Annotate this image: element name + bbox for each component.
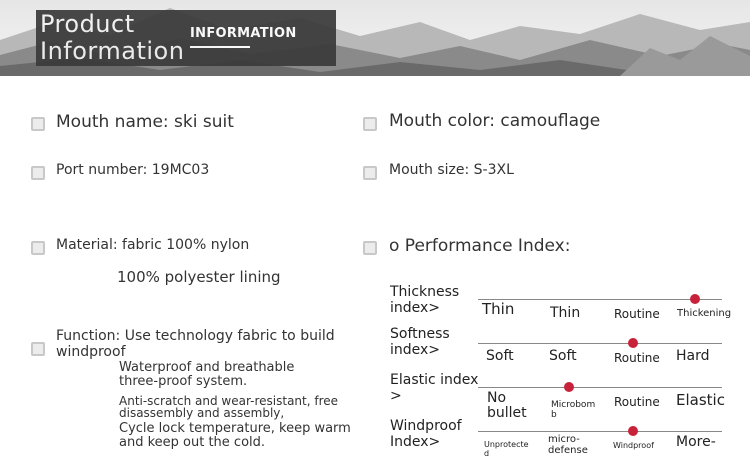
checkbox-icon: [31, 241, 45, 255]
thickness-index-label: [390, 284, 459, 316]
spec-function-line1: Function: Use technology fabric to build: [56, 328, 335, 344]
elastic-level: [487, 392, 527, 419]
row-label-line1: Windproof: [390, 418, 462, 434]
spec-function-line3: Waterproof and breathable: [119, 360, 295, 375]
elastic-index-label: [390, 372, 478, 404]
spec-function-line6: disassembly and assembly,: [119, 406, 285, 420]
checkbox-icon: [31, 342, 45, 356]
spec-function-line8: and keep out the cold.: [119, 435, 266, 450]
windproof-index-label: [390, 418, 462, 450]
level-line2: b: [551, 410, 557, 420]
banner-title-box: [36, 10, 336, 66]
windproof-level: [613, 440, 654, 452]
row-label-line2: Index>: [390, 434, 441, 450]
header-banner: [0, 0, 750, 76]
level-line1: More-: [676, 434, 716, 450]
thickness-indicator-dot: [690, 294, 700, 304]
softness-level: Soft: [486, 348, 514, 364]
level-line2: d: [484, 449, 490, 458]
banner-tag-underline: [190, 46, 250, 48]
thickness-level: Thin: [482, 300, 515, 318]
spec-mouth-name: Mouth name: ski suit: [56, 112, 234, 132]
spec-function-line4: three-proof system.: [119, 374, 248, 389]
spec-function-line5: Anti-scratch and wear-resistant, free: [119, 394, 339, 408]
level-line1: Windproof: [613, 441, 654, 450]
thickness-level: Thin: [550, 305, 581, 321]
row-label-line2: index>: [390, 342, 441, 358]
thickness-scale-line: [478, 299, 722, 300]
spec-mouth-color: Mouth color: camouflage: [389, 111, 601, 131]
windproof-scale-line: [478, 431, 722, 432]
spec-material-line2: 100% polyester lining: [117, 268, 281, 286]
banner-title-line1: Product: [40, 10, 135, 38]
level-line2: bullet: [487, 405, 527, 421]
softness-level: Routine: [614, 351, 660, 365]
windproof-indicator-dot: [628, 426, 638, 436]
row-label-line1: Softness: [390, 326, 450, 342]
checkbox-icon: [31, 117, 45, 131]
level-line1: Unprotecte: [484, 440, 529, 449]
checkbox-icon: [31, 166, 45, 180]
checkbox-icon: [363, 241, 377, 255]
spec-port-number: Port number: 19MC03: [56, 162, 210, 178]
windproof-level: [676, 436, 716, 448]
softness-level: Soft: [549, 348, 577, 364]
spec-function-line7: Cycle lock temperature, keep warm: [119, 421, 351, 436]
softness-index-label: [390, 326, 450, 358]
row-label-line2: index>: [390, 300, 441, 316]
spec-function-line2: windproof: [56, 344, 126, 360]
thickness-level: Routine: [614, 307, 660, 321]
softness-level: Hard: [676, 348, 710, 364]
banner-tag: INFORMATION: [190, 26, 297, 41]
row-label-line2: >: [390, 388, 402, 404]
row-label-line1: Thickness: [390, 284, 460, 300]
banner-title-line2: Information: [40, 37, 185, 65]
windproof-level: [484, 440, 529, 458]
elastic-level: [551, 400, 595, 420]
level-line1: micro-: [548, 434, 580, 445]
spec-mouth-size: Mouth size: S-3XL: [389, 162, 514, 178]
elastic-indicator-dot: [564, 382, 574, 392]
spec-material-line1: Material: fabric 100% nylon: [56, 237, 250, 253]
elastic-level: [614, 396, 660, 408]
checkbox-icon: [363, 166, 377, 180]
performance-title: o Performance Index:: [389, 236, 571, 256]
level-line1: No: [487, 390, 507, 406]
checkbox-icon: [363, 117, 377, 131]
softness-scale-line: [478, 343, 722, 344]
thickness-level: Thickening: [677, 308, 732, 319]
windproof-level: [548, 434, 588, 456]
level-line2: defense: [548, 445, 588, 456]
row-label-line1: Elastic index: [390, 372, 479, 388]
elastic-scale-line: [478, 387, 722, 388]
elastic-level: [676, 391, 725, 409]
softness-indicator-dot: [628, 338, 638, 348]
level-line1: Routine: [614, 395, 660, 409]
level-line1: Elastic: [676, 391, 725, 409]
level-line1: Microbom: [551, 400, 596, 410]
